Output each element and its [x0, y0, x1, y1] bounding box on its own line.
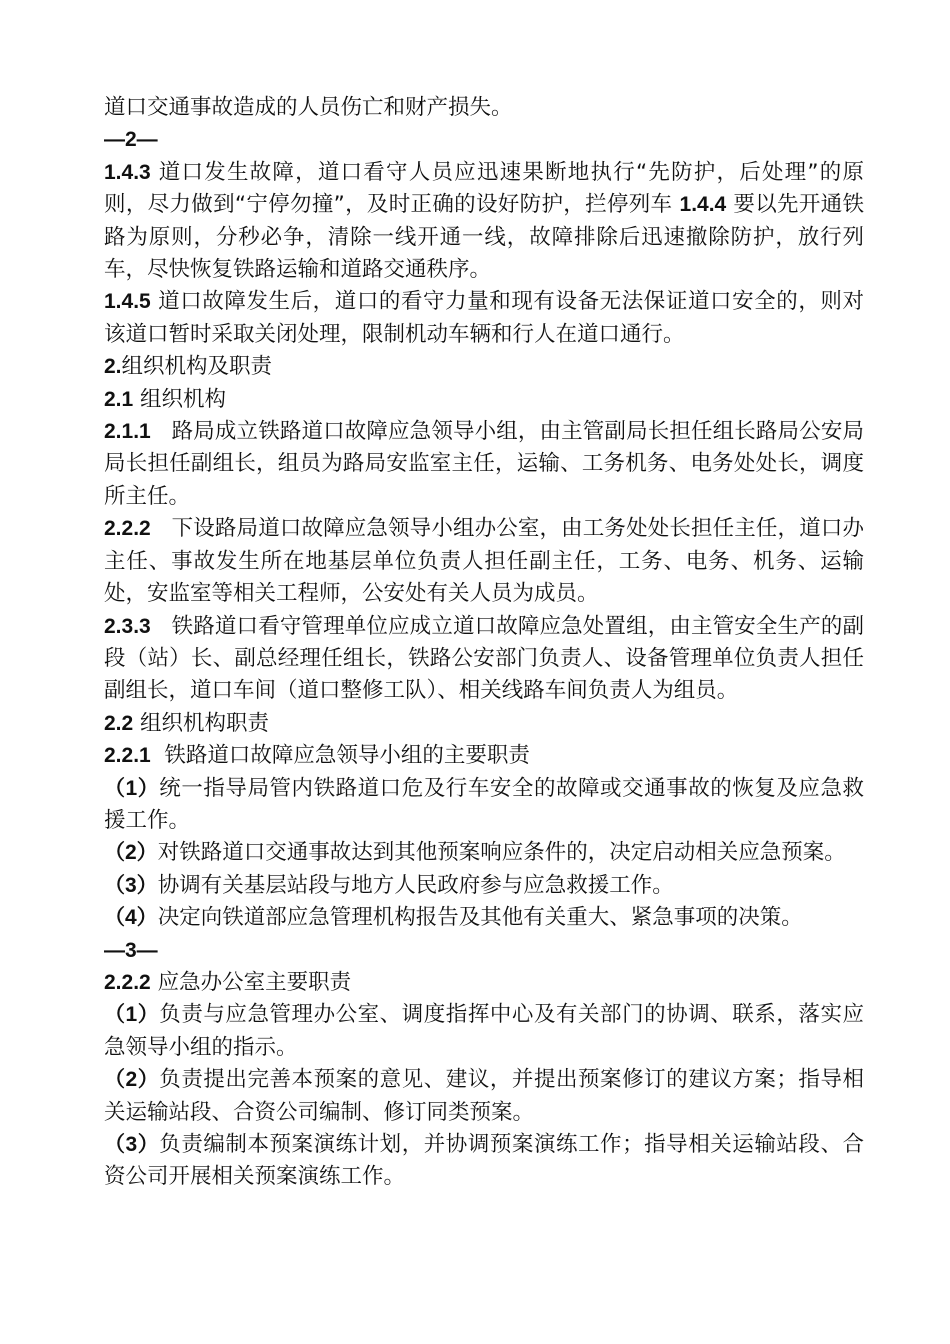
section-number: 2.1 [104, 387, 134, 411]
heading-text: 应急办公室主要职责 [157, 969, 352, 995]
item-text: 负责提出完善本预案的意见、建议，并提出预案修订的建议方案；指导相关运输站段、合资公司编制、修订同类预案。 [104, 1067, 864, 1125]
paragraph-2-2-2-a [104, 513, 864, 610]
list-item-4 [104, 902, 864, 934]
paragraph-0 [104, 92, 864, 124]
list-item-2 [104, 1064, 864, 1129]
list-item-3 [104, 870, 864, 902]
item-number: （2） [104, 841, 158, 865]
item-text: 对铁路道口交通事故达到其他预案响应条件的，决定启动相关应急预案。 [157, 840, 846, 866]
item-number: （3） [104, 1133, 160, 1156]
heading-2 [104, 351, 864, 383]
paragraph-text: 下设路局道口故障应急领导小组办公室，由工务处处长担任主任，道口办主任、事故发生所在地基层单位负责人担任副主任，工务、电务、机务、运输处，安监室等相关工程师，公安处有关人员为成员。 [104, 516, 864, 607]
heading-2-2-1 [104, 740, 864, 772]
heading-text: 组织机构及职责 [121, 354, 273, 380]
item-text: 统一指导局管内铁路道口危及行车安全的故障或交通事故的恢复及应急救援工作。 [104, 775, 864, 833]
section-number: 2.2.2 [104, 517, 151, 541]
item-number: （1） [104, 776, 160, 800]
list-item-1 [104, 999, 864, 1064]
list-item-3 [104, 1129, 864, 1194]
page-number: —2— [104, 128, 158, 152]
section-number: 1.4.5 [104, 290, 151, 314]
item-text: 协调有关基层站段与地方人民政府参与应急救援工作。 [157, 872, 674, 898]
section-number: 2. [104, 355, 122, 379]
item-number: （2） [104, 1068, 160, 1092]
item-number: （3） [104, 873, 158, 897]
paragraph-text: 道口发生故障，道口看守人员应迅速果断地执行“先防护，后处理”的原则，尽力做到“宁停勿撞”，及时正确的设好防护，拦停列车 [104, 159, 864, 218]
section-number: 2.2.2 [104, 970, 151, 994]
heading-text: 铁路道口故障应急领导小组的主要职责 [164, 743, 530, 769]
item-text: 负责与应急管理办公室、调度指挥中心及有关部门的协调、联系，落实应急领导小组的指示。 [104, 1002, 864, 1060]
heading-text: 组织机构 [140, 386, 227, 412]
paragraph-text: 路局成立铁路道口故障应急领导小组，由主管副局长担任组长路局公安局局长担任副组长，组员为路局安监室主任，运输、工务机务、电务处处长，调度所主任。 [104, 419, 864, 509]
list-item-1 [104, 773, 864, 838]
item-number: （4） [104, 906, 158, 930]
paragraph-1-4-5 [104, 286, 864, 351]
document-page [104, 92, 864, 1194]
section-number: 1.4.4 [679, 193, 727, 217]
section-number: 2.3.3 [104, 614, 151, 638]
paragraph-text: 铁路道口看守管理单位应成立道口故障应急处置组，由主管安全生产的副段（站）长、副总经理任组长，铁路公安部门负责人、设备管理单位负责人担任副组长，道口车间（道口整修工队）、相关线路车间负责人为组员。 [104, 613, 864, 704]
heading-2-2 [104, 708, 864, 740]
item-number: （1） [104, 1003, 160, 1027]
paragraph-2-1-1 [104, 416, 864, 513]
page-number-marker [104, 935, 864, 967]
list-item-2 [104, 837, 864, 869]
item-text: 负责编制本预案演练计划，并协调预案演练工作；指导相关运输站段、合资公司开展相关预案演练工作。 [104, 1132, 864, 1190]
page-number: —3— [104, 938, 158, 962]
paragraph-text: 要以先开通铁路为原则，分秒必争，清除一线开通一线，故障排除后迅速撤除防护，放行列车，尽快恢复铁路运输和道路交通秩序。 [104, 192, 864, 283]
heading-text: 组织机构职责 [140, 710, 270, 736]
item-text: 决定向铁道部应急管理机构报告及其他有关重大、紧急事项的决策。 [157, 905, 803, 931]
paragraph-1-4-3 [104, 157, 864, 287]
paragraph-text: 道口故障发生后，道口的看守力量和现有设备无法保证道口安全的，则对该道口暂时采取关闭处理，限制机动车辆和行人在道口通行。 [104, 289, 864, 347]
heading-2-1 [104, 384, 864, 416]
page-number-marker [104, 124, 864, 156]
section-number: 2.2 [104, 711, 134, 735]
section-number: 1.4.3 [104, 160, 151, 184]
heading-2-2-2-b [104, 967, 864, 999]
paragraph-2-3-3 [104, 611, 864, 708]
section-number: 2.1.1 [104, 420, 151, 444]
section-number: 2.2.1 [104, 744, 151, 768]
paragraph-text: 道口交通事故造成的人员伤亡和财产损失。 [104, 95, 513, 120]
